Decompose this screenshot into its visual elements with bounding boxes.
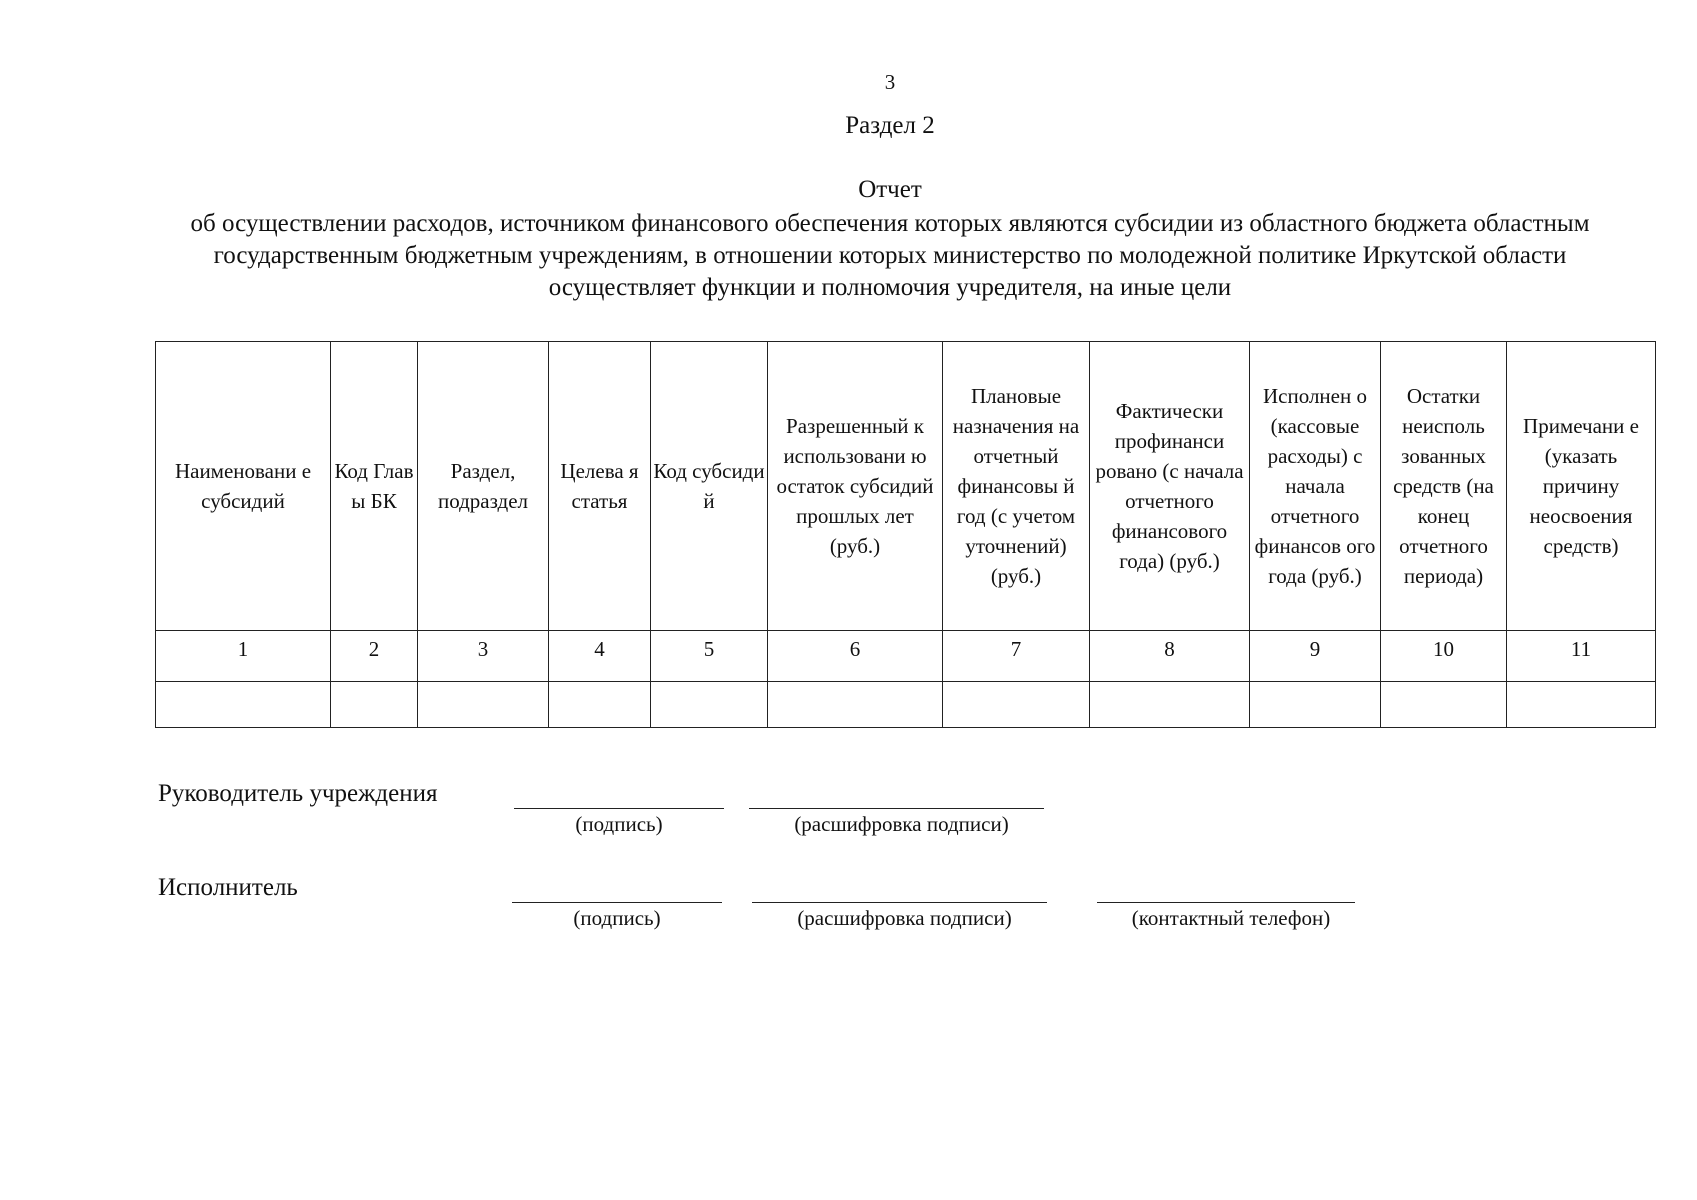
empty-cell	[1381, 682, 1507, 728]
header-cell-subsidy-code: Код субсиди й	[651, 342, 768, 631]
header-cell-subsidy-name: Наименовани е субсидий	[156, 342, 331, 631]
column-number-cell: 8	[1090, 631, 1250, 682]
header-cell-planned: Плановые назначения на отчетный финансовы й год (с учетом уточнений) (руб.)	[943, 342, 1090, 631]
executor-signature-caption: (подпись)	[573, 906, 661, 930]
report-subtitle: об осуществлении расходов, источником финансового обеспечения которых являются субсидии из областного бюджета областным государственным бюджетным учреждениям, в отношении которых министерство по молодежной политике Иркутской области осуществляет функции и полномочия учредителя, на иные цели	[190, 210, 1590, 301]
empty-cell	[418, 682, 549, 728]
empty-cell	[768, 682, 943, 728]
header-cell-target-article: Целева я статья	[549, 342, 651, 631]
page-number: 3	[884, 70, 896, 94]
empty-data-row	[156, 682, 1656, 728]
report-table	[155, 341, 1656, 728]
report-title: Отчет	[858, 176, 922, 203]
empty-cell	[651, 682, 768, 728]
head-decoding-caption: (расшифровка подписи)	[794, 812, 1009, 836]
header-cell-section: Раздел, подраздел	[418, 342, 549, 631]
empty-cell	[331, 682, 418, 728]
column-number-cell: 5	[651, 631, 768, 682]
column-number-row	[156, 631, 1656, 682]
head-decoding-line	[749, 808, 1044, 809]
head-signature-caption: (подпись)	[575, 812, 663, 836]
table-header-row	[156, 342, 1656, 631]
header-cell-unused-balance: Остатки неисполь зованных средств (на конец отчетного периода)	[1381, 342, 1507, 631]
empty-cell	[156, 682, 331, 728]
header-cell-note: Примечани е (указать причину неосвоения средств)	[1507, 342, 1656, 631]
empty-cell	[1507, 682, 1656, 728]
header-cell-chapter-code: Код Глав ы БК	[331, 342, 418, 631]
executor-phone-line	[1097, 902, 1355, 903]
header-cell-financed: Фактически профинанси ровано (с начала отчетного финансового года) (руб.)	[1090, 342, 1250, 631]
head-signature-label: Руководитель учреждения	[158, 780, 438, 807]
executor-phone-caption: (контактный телефон)	[1131, 906, 1331, 930]
empty-cell	[1250, 682, 1381, 728]
column-number-cell: 9	[1250, 631, 1381, 682]
column-number-cell: 1	[156, 631, 331, 682]
section-title: Раздел 2	[845, 112, 935, 139]
column-number-cell: 7	[943, 631, 1090, 682]
header-cell-executed: Исполнен о (кассовые расходы) с начала отчетного финансов ого года (руб.)	[1250, 342, 1381, 631]
column-number-cell: 11	[1507, 631, 1656, 682]
column-number-cell: 2	[331, 631, 418, 682]
column-number-cell: 10	[1381, 631, 1507, 682]
executor-decoding-caption: (расшифровка подписи)	[797, 906, 1012, 930]
column-number-cell: 4	[549, 631, 651, 682]
column-number-cell: 6	[768, 631, 943, 682]
empty-cell	[943, 682, 1090, 728]
executor-decoding-line	[752, 902, 1047, 903]
column-number-cell: 3	[418, 631, 549, 682]
header-cell-permitted-balance: Разрешенный к использовани ю остаток субсидий прошлых лет (руб.)	[768, 342, 943, 631]
empty-cell	[1090, 682, 1250, 728]
head-signature-line	[514, 808, 724, 809]
executor-signature-line	[512, 902, 722, 903]
empty-cell	[549, 682, 651, 728]
executor-signature-label: Исполнитель	[158, 874, 298, 901]
